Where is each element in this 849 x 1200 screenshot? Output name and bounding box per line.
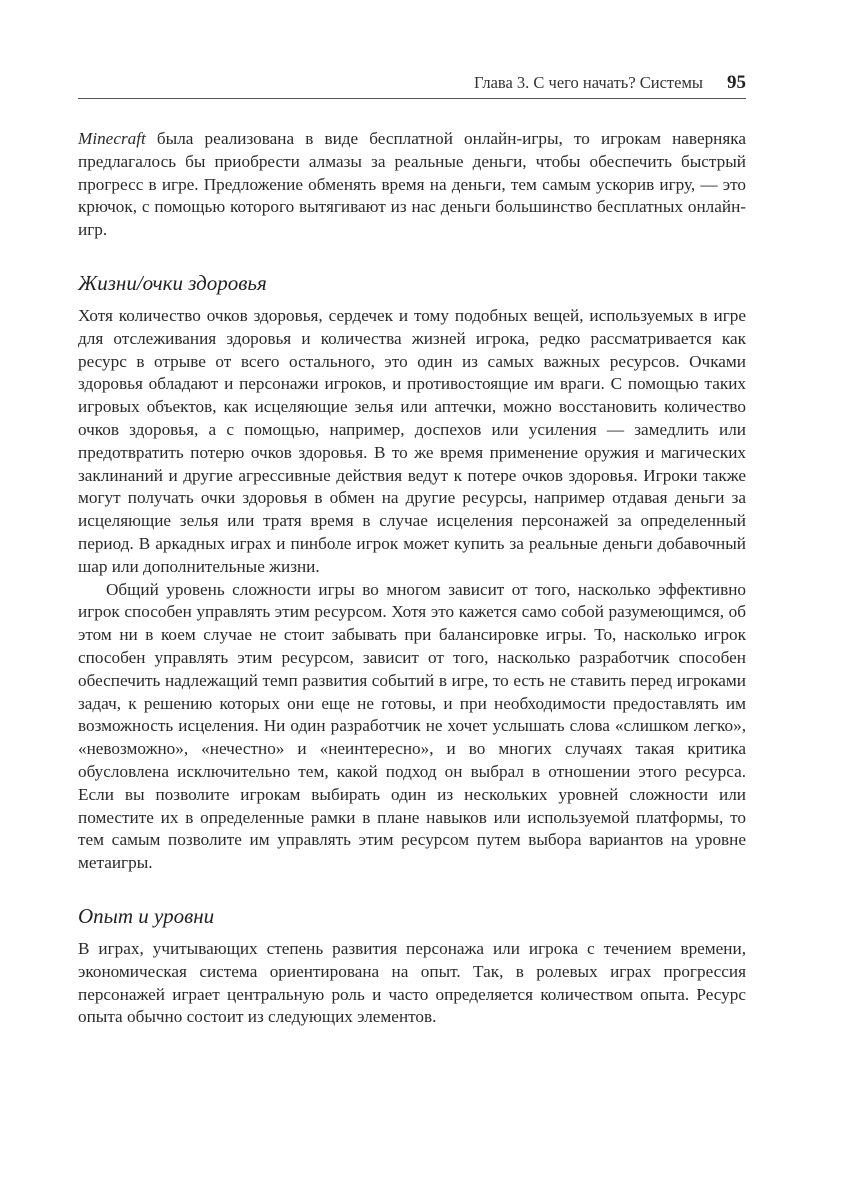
section-heading-experience: Опыт и уровни [78,903,215,928]
intro-paragraph [78,128,746,242]
intro-text: была реализована в виде бесплатной онлайн-игры, то игрокам наверняка предлагалось бы приобрести алмазы за реальные деньги, чтобы обеспечить быстрый прогресс в игре. Предложение обменять время на деньги, тем самым ускорив игру, — это крючок, с помощью которого вытягивают из нас деньги большинство бесплатных онлайн-игр. [78,129,746,240]
section-heading-health: Жизни/очки здоровья [78,270,267,295]
health-paragraph-1: Хотя количество очков здоровья, сердечек и тому подобных вещей, используемых в игре для отслеживания здоровья и количества жизней игрока, редко рассматривается как ресурс в отрыве от всего остального, это один из самых важных ресурсов. Очками здоровья обладают и персонажи игроков, и противостоящие им враги. С помощью таких игровых объектов, как исцеляющие зелья или аптечки, можно восстановить количество очков здоровья, а с помощью, например, доспехов или усиления — замедлить или предотвратить потерю очков здоровья. В то же время применение оружия и магических заклинаний и другие агрессивные действия ведут к потере очков здоровья. Игроки также могут получать очки здоровья в обмен на другие ресурсы, например отдавая деньги за исцеляющие зелья или тратя время в случае исцеления персонажей за определенный период. В аркадных играх и пинболе игрок может купить за реальные деньги добавочный шар или дополнительные жизни. [78,305,746,576]
experience-paragraph-1: В играх, учитывающих степень развития персонажа или игрока с течением времени, экономическая система ориентирована на опыт. Так, в ролевых играх прогрессия персонажей играет центральную роль и часто определяется количеством опыта. Ресурс опыта обычно состоит из следующих элементов. [78,938,746,1027]
chapter-title: Глава 3. С чего начать? Системы [474,73,703,92]
game-title: Minecraft [78,129,146,148]
health-paragraph-2: Общий уровень сложности игры во многом зависит от того, насколько эффективно игрок способен управлять этим ресурсом. Хотя это кажется само собой разумеющимся, об этом ни в коем случае не стоит забывать при балансировке игры. То, насколько игрок способен управлять этим ресурсом, зависит от того, насколько разработчик способен обеспечить надлежащий темп развития событий в игре, то есть не ставить перед игроками задач, к решению которых они еще не готовы, и при необходимости предоставлять им возможность исцеления. Ни один разработчик не хочет услышать слова «слишком легко», «невозможно», «нечестно» и «неинтересно», и во многих случаях такая критика обусловлена исключительно тем, какой подход он выбрал в отношении этого ресурса. Если вы позволите игрокам выбирать один из нескольких уровней сложности или поместите их в определенные рамки в плане навыков или используемой платформы, то тем самым позволите им управлять этим ресурсом путем выбора вариантов на уровне метаигры. [78,579,746,873]
running-header [78,68,746,99]
page-number: 95 [727,72,746,93]
body-text [78,128,746,1029]
